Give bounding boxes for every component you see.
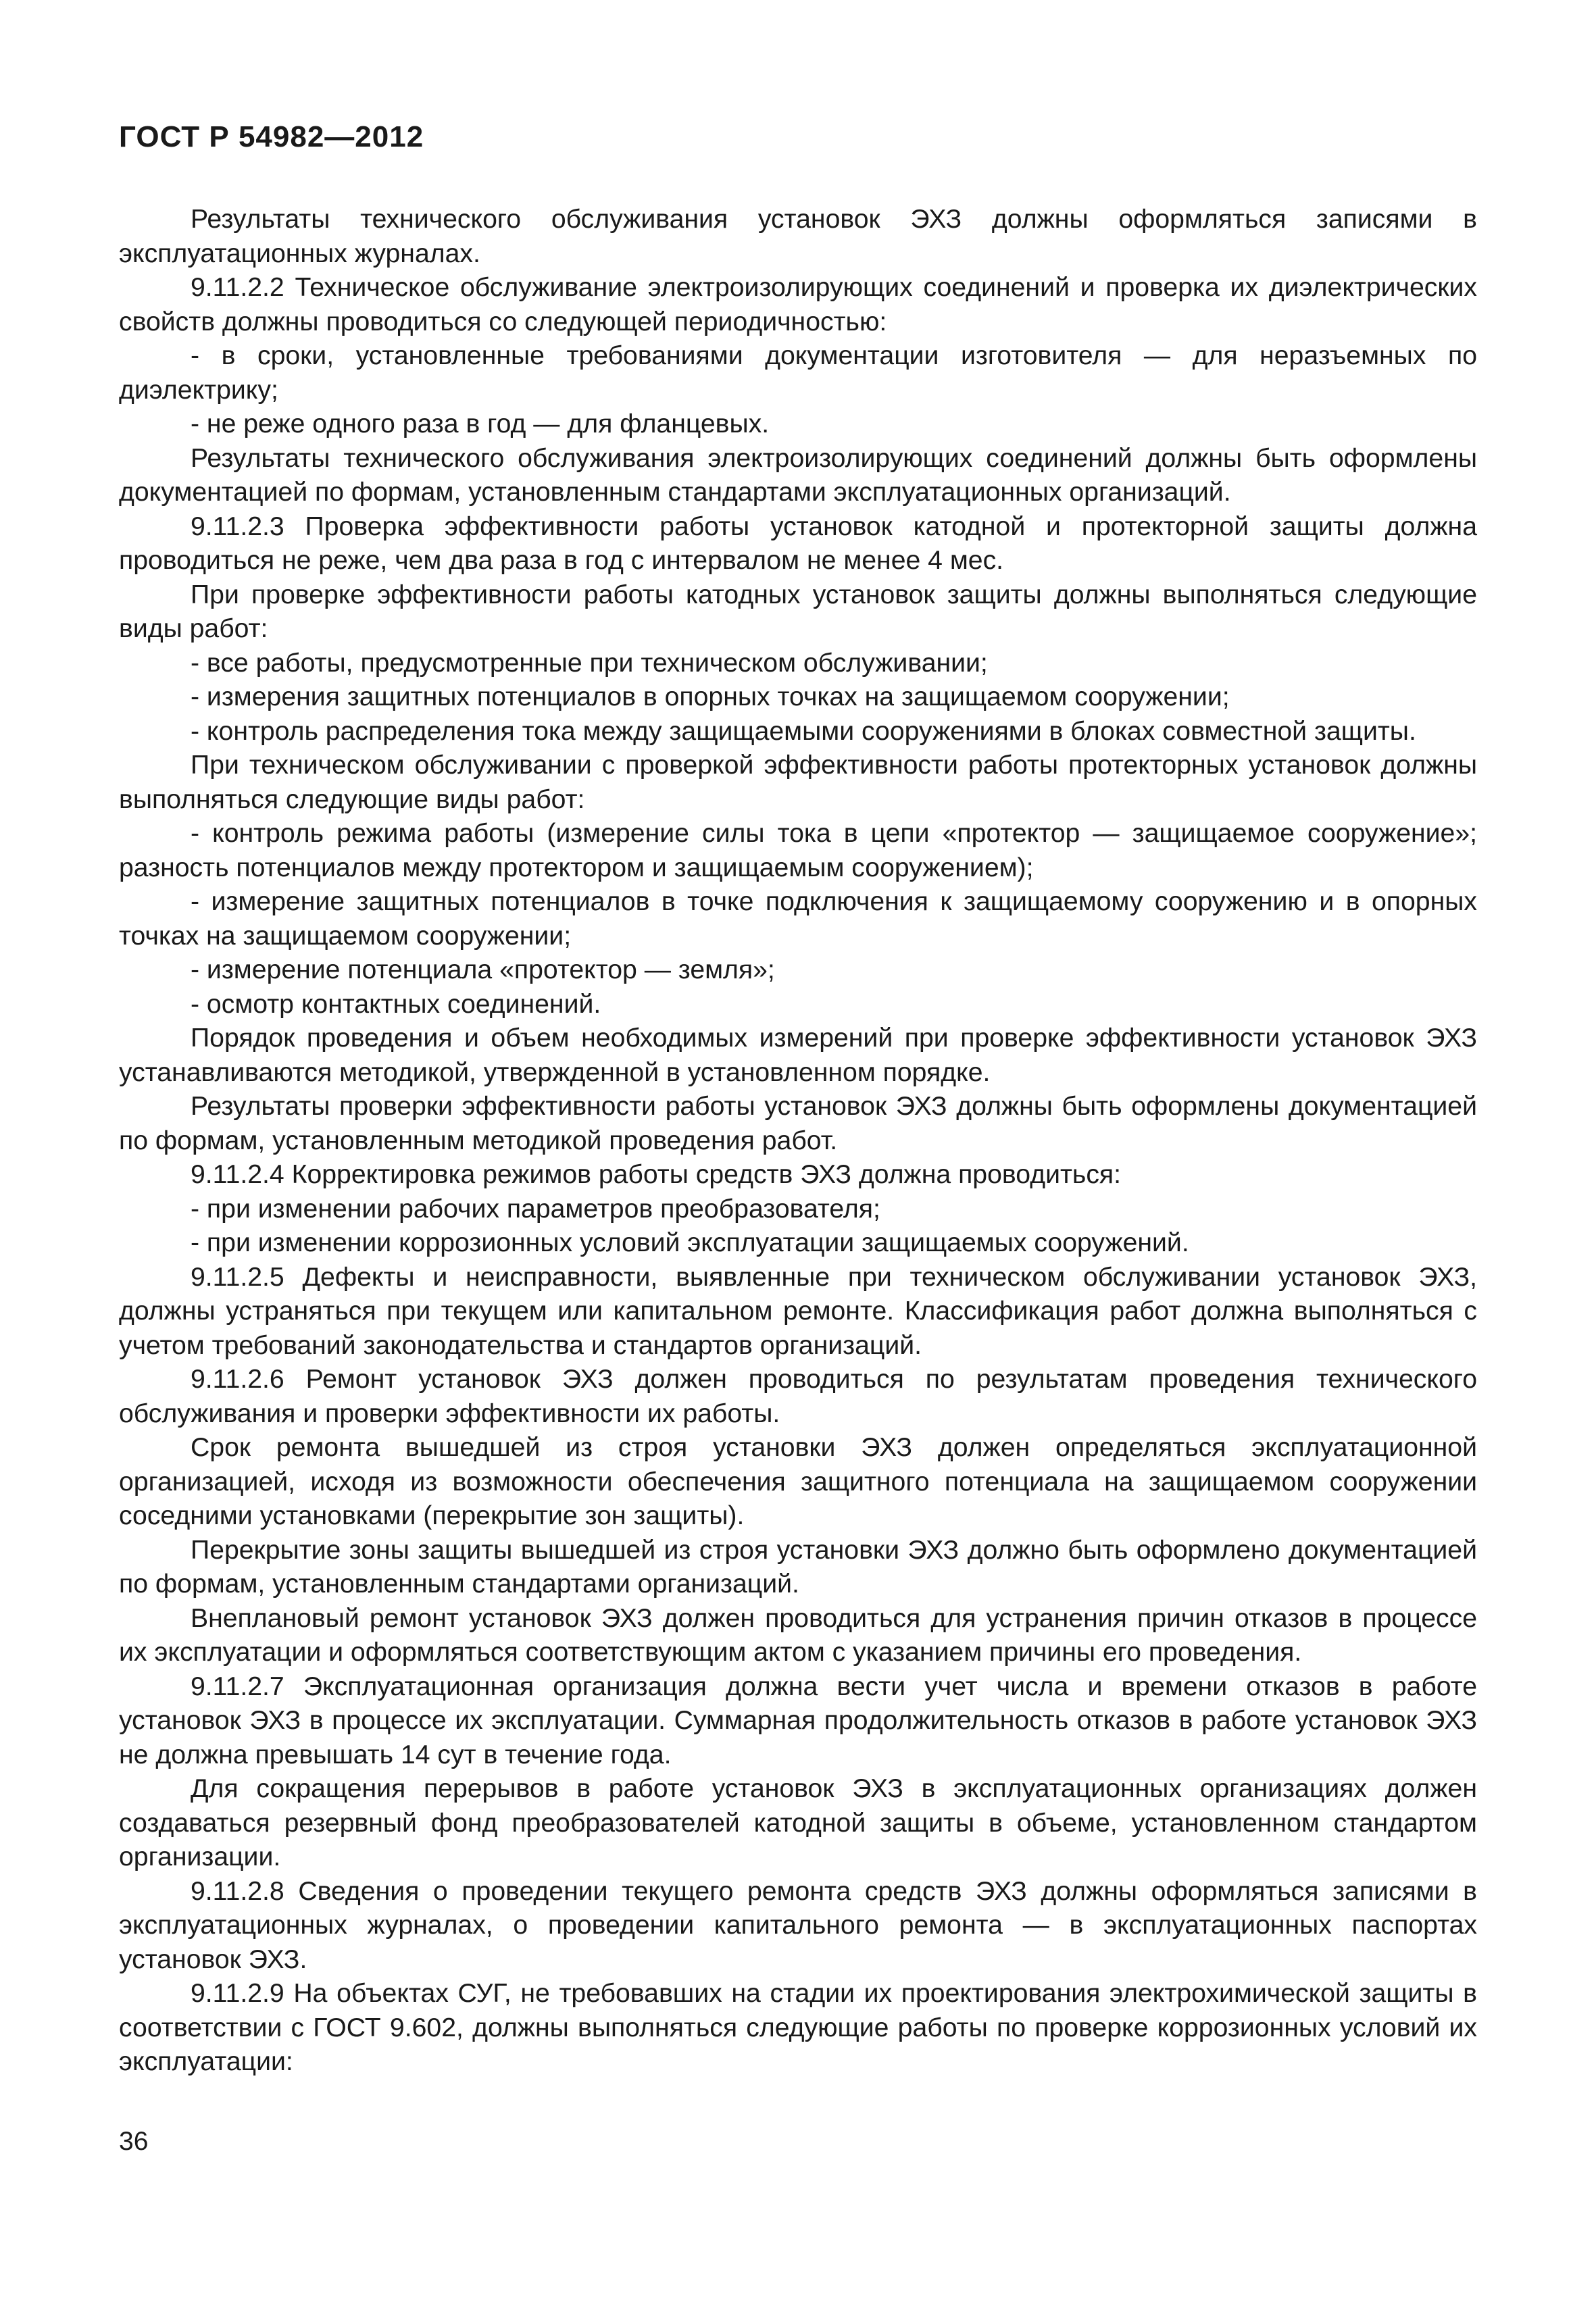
list-item: - все работы, предусмотренные при техническом обслуживании; — [191, 648, 988, 678]
list-item: - при изменении рабочих параметров преобразователя; — [191, 1194, 880, 1224]
list-item: - измерения защитных потенциалов в опорных точках на защищаемом сооружении; — [191, 682, 1230, 711]
paragraph: 9.11.2.4 Корректировка режимов работы средств ЭХЗ должна проводиться: — [191, 1160, 1122, 1189]
paragraph: 9.11.2.8 Сведения о проведении текущего ремонта средств ЭХЗ должны оформляться записями в эксплуатационных журналах, о проведении капитального ремонта — в эксплуатационных паспортах установок ЭХЗ. — [119, 1876, 1477, 1974]
paragraph: При проверке эффективности работы катодных установок защиты должны выполняться следующие виды работ: — [119, 580, 1477, 643]
paragraph: Результаты технического обслуживания установок ЭХЗ должны оформляться записями в эксплуатационных журналах. — [119, 205, 1477, 268]
paragraph: Результаты проверки эффективности работы установок ЭХЗ должны быть оформлены документацией по формам, установленным методикой проведения работ. — [119, 1092, 1477, 1155]
paragraph: 9.11.2.9 На объектах СУГ, не требовавших на стадии их проектирования электрохимической защиты в соответствии с ГОСТ 9.602, должны выполняться следующие работы по проверке коррозионных условий их эксплуатации: — [119, 1979, 1477, 2076]
paragraph: 9.11.2.2 Техническое обслуживание электроизолирующих соединений и проверка их диэлектрических свойств должны проводиться со следующей периодичностью: — [119, 273, 1477, 336]
paragraph: 9.11.2.5 Дефекты и неисправности, выявленные при техническом обслуживании установок ЭХЗ, должны устраняться при текущем или капитальном ремонте. Классификация работ должна выполняться с учетом требований законодательства и стандартов организаций. — [119, 1262, 1477, 1360]
paragraph: Порядок проведения и объем необходимых измерений при проверке эффективности установок ЭХЗ устанавливаются методикой, утвержденной в установленном порядке. — [119, 1024, 1477, 1087]
paragraph: Результаты технического обслуживания электроизолирующих соединений должны быть оформлены документацией по формам, установленным стандартами эксплуатационных организаций. — [119, 443, 1477, 507]
paragraph: 9.11.2.7 Эксплуатационная организация должна вести учет числа и времени отказов в работе установок ЭХЗ в процессе их эксплуатации. Суммарная продолжительность отказов в работе установок ЭХЗ не должна превышать 14 сут в течение года. — [119, 1671, 1477, 1769]
list-item: - при изменении коррозионных условий эксплуатации защищаемых сооружений. — [191, 1228, 1189, 1257]
page-number: 36 — [119, 2127, 149, 2156]
paragraph: Для сокращения перерывов в работе установок ЭХЗ в эксплуатационных организациях должен создаваться резервный фонд преобразователей катодной защиты в объеме, установленном стандартом организации. — [119, 1774, 1477, 1871]
paragraph: Перекрытие зоны защиты вышедшей из строя установки ЭХЗ должно быть оформлено документацией по формам, установленным стандартами организаций. — [119, 1535, 1477, 1599]
document-body — [119, 203, 1477, 2080]
paragraph: Срок ремонта вышедшей из строя установки ЭХЗ должен определяться эксплуатационной организацией, исходя из возможности обеспечения защитного потенциала на защищаемом сооружении соседними установками (перекрытие зон защиты). — [119, 1433, 1477, 1530]
list-item: - не реже одного раза в год — для фланцевых. — [191, 409, 770, 438]
list-item: - в сроки, установленные требованиями документации изготовителя — для неразъемных по диэлектрику; — [119, 341, 1477, 405]
paragraph: При техническом обслуживании с проверкой эффективности работы протекторных установок должны выполняться следующие виды работ: — [119, 751, 1477, 814]
list-item: - измерение потенциала «протектор — земля»; — [191, 955, 775, 984]
list-item: - измерение защитных потенциалов в точке подключения к защищаемому сооружению и в опорных точках на защищаемом сооружении; — [119, 887, 1477, 951]
paragraph: 9.11.2.6 Ремонт установок ЭХЗ должен проводиться по результатам проведения технического обслуживания и проверки эффективности их работы. — [119, 1365, 1477, 1428]
document-header: ГОСТ Р 54982—2012 — [119, 120, 424, 153]
list-item: - осмотр контактных соединений. — [191, 989, 601, 1019]
paragraph: Внеплановый ремонт установок ЭХЗ должен проводиться для устранения причин отказов в процессе их эксплуатации и оформляться соответствующим актом с указанием причины его проведения. — [119, 1603, 1477, 1667]
list-item: - контроль распределения тока между защищаемыми сооружениями в блоках совместной защиты. — [191, 716, 1416, 746]
paragraph: 9.11.2.3 Проверка эффективности работы установок катодной и протекторной защиты должна проводиться не реже, чем два раза в год с интервалом не менее 4 мес. — [119, 511, 1477, 575]
list-item: - контроль режима работы (измерение силы тока в цепи «протектор — защищаемое сооружение»; разность потенциалов между протектором и защищаемым сооружением); — [119, 819, 1477, 882]
